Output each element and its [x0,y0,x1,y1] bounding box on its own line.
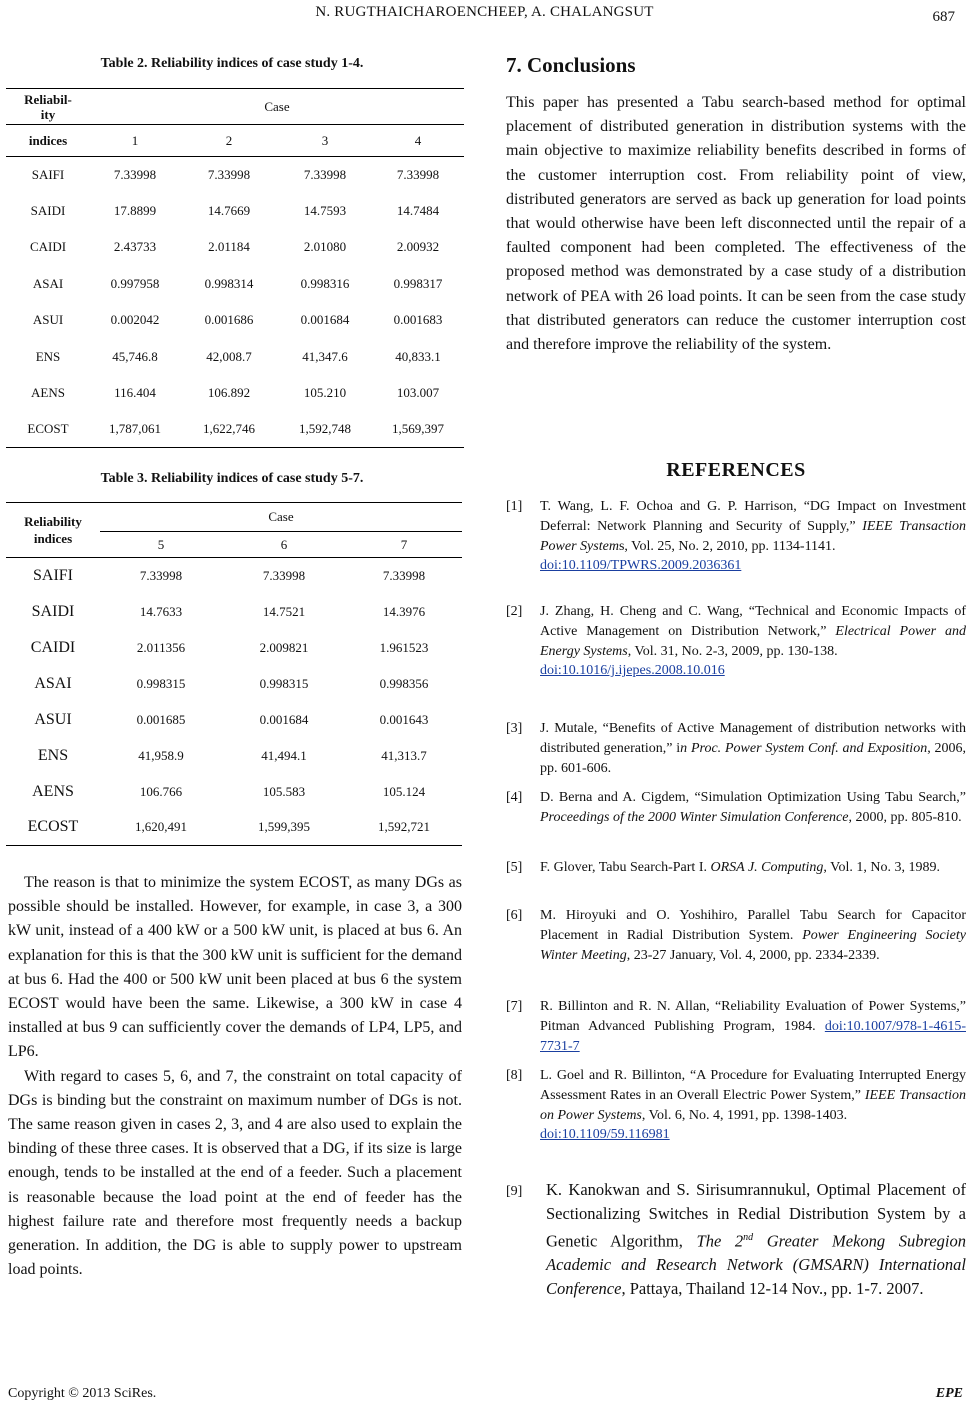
table-cell: 2.43733 [113,239,157,255]
reference-venue: ORSA J. Computing [710,860,824,875]
table3-col1-line1: Reliability [24,514,82,529]
table-cell: 2.01184 [208,239,250,255]
reference-venue: n Proc. Power System Conf. and Exposition [680,740,928,756]
row-index-name: ECOST [27,421,69,437]
table2-col1-line1: Reliabil- [24,91,72,107]
reference-details: , 2006, pp. 601-606. [540,740,967,776]
row-index-name: SAIDI [31,602,75,620]
reference-details: , 2000, pp. 805-810. [848,809,962,825]
reference-text: D. Berna and A. Cigdem, “Simulation Optimization Using Tabu Search,” [540,790,966,805]
table-row [6,738,462,774]
row-index-name: SAIFI [31,166,65,182]
table3-col1-line2: indices [33,531,73,546]
table-cell: 0.001686 [204,312,254,328]
table3-caption: Table 3. Reliability indices of case study 5-7. [100,471,364,486]
copyright-notice: Copyright © 2013 SciRes. [8,1386,157,1401]
table-cell: 7.33998 [113,166,157,182]
reference-venue: The 2 [696,1231,744,1251]
table-cell: 0.998314 [204,275,254,291]
reference-doi-link[interactable]: doi:10.1109/59.116981 [540,1127,670,1143]
row-index-name: ENS [35,348,61,364]
row-index-name: ENS [37,746,69,764]
table2-caption: Table 2. Reliability indices of case study 1-4. [100,56,364,71]
table-cell: 2.00932 [396,239,440,255]
table2-col1-header [6,89,90,125]
reference-text: T. Wang, L. F. Ochoa and G. P. Harrison, “DG Impact on Investment Deferral: Network Planning and Security of Supply,” [540,499,966,534]
table-row [6,302,464,338]
reference-number: [8] [506,1068,523,1083]
table3-case-header: 6 [280,536,288,552]
table-cell: 1.961523 [379,639,429,655]
reference-venue: IEEE Transaction Power System [540,518,966,554]
row-index-name: AENS [31,385,65,401]
table-cell: 1,787,061 [109,421,161,437]
reference-2 [506,602,966,681]
table-cell: 0.002042 [110,312,160,328]
table-cell: 0.001684 [300,312,350,328]
row-index-name: ASAI [32,275,64,291]
table-cell: 105.583 [262,783,306,799]
table-cell: 0.001685 [136,711,186,727]
table-cell: 106.766 [139,783,183,799]
table-cell: 41,347.6 [302,348,348,364]
table-cell: 105.210 [303,385,347,401]
conclusions-body [506,91,966,357]
reference-4 [506,788,966,828]
row-index-name: ASUI [34,710,72,728]
table-cell: 7.33998 [396,166,440,182]
table-cell: 7.33998 [382,567,426,583]
reference-text: F. Glover, Tabu Search-Part I. [540,860,711,875]
table-cell: 0.001683 [393,312,443,328]
table-cell: 14.7593 [303,203,347,219]
reference-number: [1] [506,499,523,514]
table-cell: 7.33998 [207,166,251,182]
table-cell: 1,592,748 [299,421,351,437]
table3-case-header: 7 [400,536,408,552]
table-row [6,338,464,374]
reference-details: s, Vol. 25, No. 2, 2010, pp. 1134-1141. [618,538,836,554]
table-cell: 41,958.9 [138,747,184,763]
reference-text: K. Kanokwan and S. Sirisumrannukul, Optimal Placement of Sectionalizing Switches in Redial Distribution System by a Genetic Algorithm, [546,1180,966,1251]
table-cell: 17.8899 [113,203,157,219]
table-cell: 0.998317 [393,275,443,291]
table-row [6,266,464,302]
running-header [0,4,969,28]
row-index-name: CAIDI [30,638,76,656]
reference-8 [506,1066,966,1145]
table-cell: 105.124 [382,783,426,799]
table-row [6,157,464,193]
table-cell: 14.7669 [207,203,251,219]
row-index-name: SAIDI [30,203,66,219]
reference-text: J. Mutale, “Benefits of Active Management of distribution networks with distributed generation,” i [540,721,966,756]
table-cell: 0.001643 [379,711,429,727]
reference-5 [506,858,966,878]
reference-venue: Power Engineering Society Winter Meeting [540,927,966,963]
reference-venue-cont: Greater Mekong Subregion Academic and Research Network (GMSARN) International Conference [546,1231,966,1298]
table-row [6,702,462,738]
row-index-name: AENS [32,782,74,800]
table-cell: 1,620,491 [135,819,187,835]
table-row [6,594,462,630]
table-cell: 2.01080 [303,239,347,255]
table-cell: 45,746.8 [112,348,158,364]
table-row [6,810,462,846]
table2-case-header: 2 [225,132,233,148]
reference-6 [506,906,966,965]
reference-venue: IEEE Transaction on Power Systems [540,1087,966,1123]
left-body-text [8,871,462,1282]
reference-details: , 23-27 January, Vol. 4, 2000, pp. 2334-2339. [626,947,880,963]
table-cell: 41,494.1 [261,747,307,763]
table-row [6,193,464,229]
page-number: 687 [932,9,955,25]
table-row [6,375,464,411]
table-cell: 0.998316 [300,275,350,291]
table-cell: 0.998315 [259,675,309,691]
table2-case-label: Case [264,98,290,114]
table-row [6,411,464,447]
reference-text: L. Goel and R. Billinton, “A Procedure for Evaluating Interrupted Energy Assessment Rates in an Overall Electric Power System,” [540,1068,966,1103]
table2-case-header: 3 [321,132,329,148]
table-cell: 1,569,397 [392,421,444,437]
reference-doi-link[interactable]: doi:10.1016/j.ijepes.2008.10.016 [540,663,725,679]
table-cell: 0.001684 [259,711,309,727]
paragraph-dg-reason: The reason is that to minimize the system ECOST, as many DGs as possible should be installed. However, for example, in case 3, a 300 kW unit, instead of a 400 kW or a 500 kW unit, is placed at bus 6. An explanation for this is that the 300 kW unit is sufficient for the demand at bus 6. Had the 400 or 500 kW unit been placed at bus 6 the system ECOST would have been the same. Likewise, a 300 kW in case 4 installed at bus 9 can sufficiently cover the demands of LP4, LP5, and LP6. [8,874,462,1061]
reference-text: R. Billinton and R. N. Allan, “Reliability Evaluation of Power Systems,” Pitman Advanced Publishing Program, 1984. [540,999,966,1034]
table-cell: 0.998356 [379,675,429,691]
reference-doi-link[interactable]: doi:10.1007/978-1-4615-7731-7 [540,1018,966,1054]
table-cell: 1,599,395 [258,819,310,835]
table-cell: 7.33998 [262,567,306,583]
table3-case-label: Case [100,503,462,532]
reference-doi-link[interactable]: doi:10.1109/TPWRS.2009.2036361 [540,558,742,574]
reference-venue: Electrical Power and Energy Systems [540,623,966,659]
table-cell: 7.33998 [303,166,347,182]
reference-venue: Proceedings of the 2000 Winter Simulation Conference [540,809,849,825]
table-cell: 1,592,721 [378,819,430,835]
reference-number: [4] [506,790,523,805]
row-index-name: SAIFI [32,566,73,584]
reference-number: [3] [506,721,523,736]
reference-9 [506,1178,966,1300]
reference-text: M. Hiroyuki and O. Yoshihiro, Parallel Tabu Search for Capacitor Placement in Radial Distribution System. [540,908,966,943]
reference-number: [5] [506,860,523,875]
table-cell: 2.011356 [136,639,186,655]
table2 [6,88,464,448]
row-index-name: ASUI [32,312,64,328]
reference-7 [506,997,966,1056]
row-index-name: ECOST [27,818,79,836]
reference-details: , Pattaya, Thailand 12-14 Nov., pp. 1-7. 2007. [621,1278,924,1298]
conclusions-heading: 7. Conclusions [506,53,636,77]
reference-text: J. Zhang, H. Cheng and C. Wang, “Technical and Economic Impacts of Active Management on Distribution Network,” [540,604,966,639]
table2-case-header: 1 [131,132,139,148]
table-row [6,666,462,702]
references-heading: REFERENCES [666,459,806,481]
table-cell: 0.998315 [136,675,186,691]
table3 [6,502,462,846]
header-authors: N. RUGTHAICHAROENCHEEP, A. CHALANGSUT [315,4,654,20]
row-index-name: ASAI [34,674,72,692]
table-cell: 14.3976 [382,603,426,619]
table2-case-header: 4 [414,132,422,148]
table2-col1-line2: ity [40,106,56,122]
table-row [6,630,462,666]
table-cell: 40,833.1 [395,348,441,364]
reference-number: [6] [506,908,523,923]
table-cell: 42,008.7 [206,348,252,364]
table3-case-header: 5 [157,536,165,552]
table-cell: 7.33998 [139,567,183,583]
table-cell: 103.007 [396,385,440,401]
reference-details: , Vol. 31, No. 2-3, 2009, pp. 130-138. [627,643,838,659]
table-cell: 0.997958 [110,275,160,291]
table-cell: 14.7521 [262,603,306,619]
table-cell: 1,622,746 [203,421,255,437]
table-row [6,558,462,594]
conclusions-paragraph: This paper has presented a Tabu search-based method for optimal placement of distributed generation in distribution systems with the main objective to maximize reliability benefits described in forms of the customer interruption cost. From reliability point of view, distributed generators are served as back up generation for load points that would otherwise have been left disconnected until the repair of a faulted component had been completed. The effectiveness of the proposed method was demonstrated by a case study of a distribution network of PEA with 26 load points. It can be seen from the case study that distributed generators can reduce the customer interruption cost and therefore improve the reliability of the system. [506,94,966,354]
table-cell: 2.009821 [259,639,309,655]
reference-details: , Vol. 6, No. 4, 1991, pp. 1398-1403. [641,1107,848,1123]
paragraph-cases-5-7: With regard to cases 5, 6, and 7, the constraint on total capacity of DGs is binding but the constraint on maximum number of DGs is not. The same reason given in cases 2, 3, and 4 are also used to explain the binding of these three cases. It is observed that a DG, if its size is large enough, tends to be installed at the end of a feeder. Such a placement is reasonable because the load point at the end of feeder has the highest failure rate and therefore most frequently needs a backup generation. In addition, the DG is able to supply power to upstream load points. [8,1067,462,1279]
references-section [506,459,966,482]
reference-superscript: nd [743,1231,754,1243]
reference-details: , Vol. 1, No. 3, 1989. [823,860,940,875]
table-cell: 106.892 [207,385,251,401]
reference-number: [9] [506,1184,523,1199]
conclusions-section [506,53,966,78]
table-cell: 14.7484 [396,203,440,219]
table-row [6,229,464,265]
table-cell: 116.404 [114,385,156,401]
table-row [6,774,462,810]
table-cell: 14.7633 [139,603,183,619]
table-cell: 41,313.7 [381,747,427,763]
reference-number: [2] [506,604,523,619]
journal-name: EPE [935,1386,963,1401]
reference-3 [506,719,966,778]
reference-1 [506,497,966,576]
table2-col1-indices: indices [28,132,68,148]
reference-number: [7] [506,999,523,1014]
table3-col1-header [6,503,100,558]
row-index-name: CAIDI [29,239,67,255]
